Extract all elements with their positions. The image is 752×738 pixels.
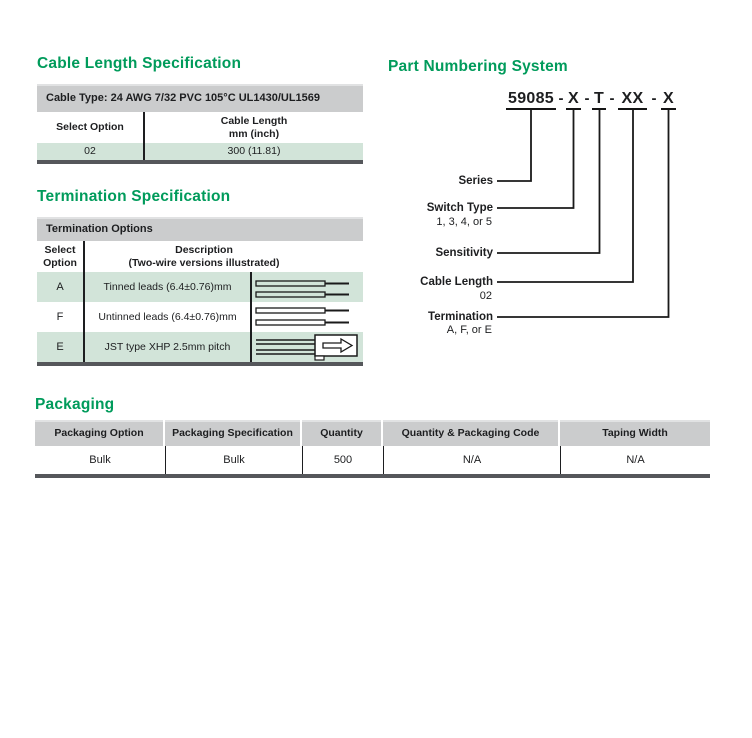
termination-option-f: F (56, 310, 64, 323)
sublabel-cable-length-options: 02 (479, 289, 492, 302)
packaging-data-row (35, 446, 710, 474)
description-header-line2: (Two-wire versions illustrated) (128, 256, 280, 269)
part-segment-series: 59085 (506, 91, 556, 110)
select-option-header-line2: Option (43, 256, 77, 269)
part-separator: - (584, 90, 590, 107)
quantity-packaging-code-value: N/A (383, 446, 560, 474)
quantity-value: 500 (302, 446, 383, 474)
taping-width-value: N/A (560, 446, 710, 474)
termination-desc-f: Untinned leads (6.4±0.76)mm (83, 302, 250, 332)
description-header-line1: Description (175, 244, 233, 256)
label-cable-length: Cable Length (420, 275, 493, 288)
cable-type-band: Cable Type: 24 AWG 7/32 PVC 105°C UL1430/UL1569 (37, 84, 363, 112)
select-option-header-line1: Select (44, 244, 76, 256)
cable-length-header-line2: mm (inch) (228, 127, 280, 140)
packaging-table-bottom-border (35, 474, 710, 478)
cable-option-value: 02 (84, 145, 96, 158)
part-separator: - (651, 90, 657, 107)
cable-length-spec-heading: Cable Length Specification (37, 55, 242, 72)
cable-length-value: 300 (11.81) (143, 143, 363, 160)
packaging-option-header: Packaging Option (35, 420, 163, 446)
part-segment-sensitivity: T (592, 91, 606, 110)
packaging-header-row (35, 420, 710, 446)
label-sensitivity: Sensitivity (435, 246, 493, 259)
termination-option-a: A (56, 280, 64, 293)
packaging-specification-value: Bulk (165, 446, 302, 474)
part-separator: - (609, 90, 615, 107)
part-separator: - (558, 90, 564, 107)
part-segment-switch-type: X (566, 91, 581, 110)
termination-spec-heading: Termination Specification (37, 188, 231, 205)
part-segment-termination: X (661, 91, 676, 110)
label-switch-type: Switch Type (426, 201, 493, 214)
part-segment-cable-length: XX (618, 91, 647, 110)
packaging-specification-header: Packaging Specification (165, 420, 300, 446)
termination-option-e: E (56, 340, 64, 353)
cable-length-header-line1: Cable Length (220, 115, 288, 127)
quantity-header: Quantity (302, 420, 381, 446)
termination-desc-a: Tinned leads (6.4±0.76)mm (83, 272, 250, 302)
sublabel-termination-options: A, F, or E (446, 323, 492, 336)
termination-options-band: Termination Options (37, 217, 363, 241)
label-series: Series (458, 174, 493, 187)
sublabel-switch-type-options: 1, 3, 4, or 5 (436, 215, 492, 228)
packaging-option-value: Bulk (89, 453, 111, 466)
packaging-heading: Packaging (35, 396, 115, 413)
taping-width-header: Taping Width (560, 420, 710, 446)
label-termination: Termination (428, 310, 493, 323)
termination-desc-e: JST type XHP 2.5mm pitch (83, 332, 250, 362)
packaging-table (35, 420, 710, 478)
quantity-packaging-code-header: Quantity & Packaging Code (383, 420, 558, 446)
part-numbering-heading: Part Numbering System (388, 58, 568, 75)
select-option-header: Select Option (56, 121, 124, 134)
